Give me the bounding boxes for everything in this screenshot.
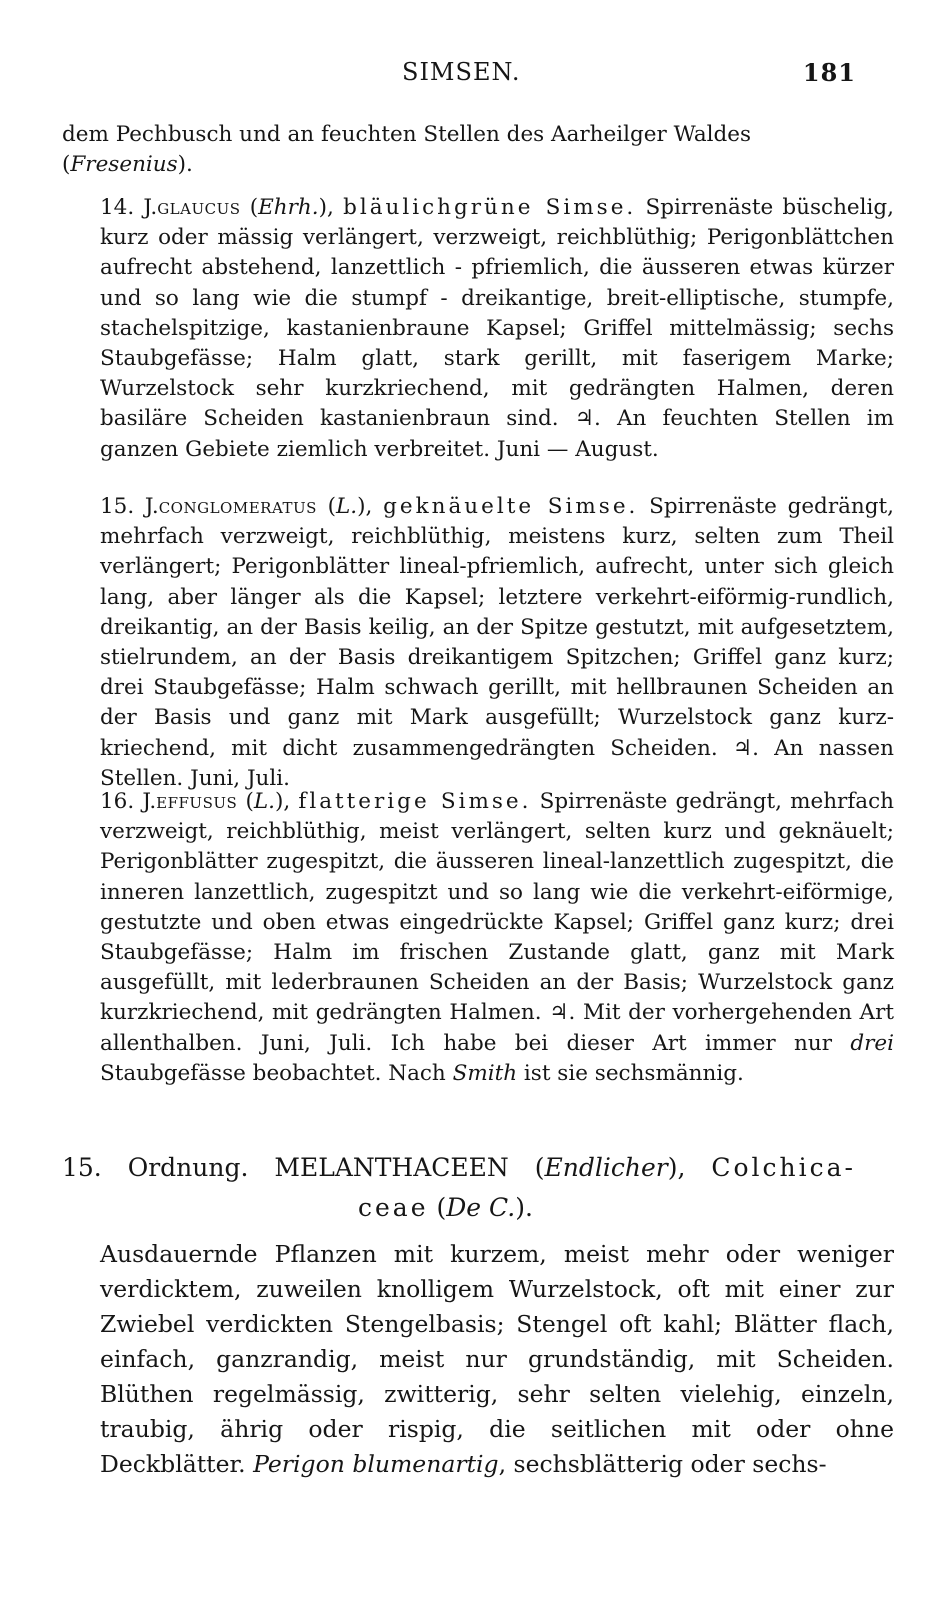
order-heading-line-1: 15. Ordnung. MELANTHACEEN (Endlicher), Colchica-: [62, 1153, 857, 1182]
species-number: 15. J.: [100, 494, 159, 519]
perigon-term: Perigon blumenartig: [253, 1450, 499, 1478]
order-heading-line-2: ceae (De C.).: [358, 1193, 533, 1222]
species-entry-16: 16. J.effusus (L.), flatterige Simse. Spirrenäste gedrängt, mehrfach verzweigt, reichblüthig, meist verlängert, selten kurz und geknäuelt; Perigonblätter zugespitzt, die äusseren lineal-lanzettlich zugespitzt, die inneren lanzettlich, zugespitzt und so lang wie die verkehrt-eiförmige, gestutzte und oben etwas eingedrückte Kapsel; Griffel ganz kurz; drei Staubgefässe; Halm im frischen Zustande glatt, ganz mit Mark ausgefüllt, mit lederbraunen Scheiden an der Basis; Wurzelstock ganz kurzkriechend, mit gedrängten Halmen. ♃. Mit der vorhergehenden Art allenthalben. Juni, Juli. Ich habe bei dieser Art immer nur drei Staubgefässe beobachtet. Nach Smith ist sie sechsmännig.: [100, 789, 895, 1086]
page-number: 181: [802, 58, 856, 87]
species-entry-14: 14. J.glaucus (Ehrh.), bläulichgrüne Simse. Spirrenäste büschelig, kurz oder mässig verlängert, verzweigt, reichblüthig; Perigonblättchen aufrecht abstehend, lanzettlich - pfriemlich, die äusseren etwas kürzer und so lang wie die stumpf - dreikantige, breit-elliptische, stumpfe, stachelspitzige, kastanienbraune Kapsel; Griffel mittelmässig; sechs Staubgefässe; Halm glatt, stark gerillt, mit faserigem Marke; Wurzelstock sehr kurzkriechend, mit gedrängten Halmen, deren basiläre Scheiden kastanienbraun sind. ♃. An feuchten Stellen im ganzen Gebiete ziemlich verbreitet. Juni — August.: [100, 195, 894, 462]
family-alt-name: Colchica-: [711, 1153, 857, 1182]
paragraph-continuation: dem Pechbusch und an feuchten Stellen des Aarheilger Waldes (Fresenius).: [62, 122, 752, 178]
running-title: SIMSEN.: [402, 58, 521, 86]
common-name: flatterige Simse.: [298, 789, 532, 814]
species-description: Spirrenäste gedrängt, mehrfach verzweigt, reichblüthig, meistens kurz, selten zum Theil verlängert; Perigonblätter lineal-pfriemlich, aufrecht, unter sich gleich lang, aber länger als die Kapsel; letztere verkehrt-eiförmig-rundlich, dreikantig, an der Basis keilig, an der Spitze gestutzt, mit aufgesetztem, stielrundem, an der Basis dreikantigem Spitzchen; Griffel ganz kurz; drei Staubgefässe; Halm schwach gerillt, mit hellbraunen Scheiden an der Basis und ganz mit Mark ausgefüllt; Wurzelstock ganz kurz-kriechend, mit dicht zusammengedrängten Scheiden. ♃. An nassen Stellen. Juni, Juli.: [100, 494, 894, 791]
species-description: Spirrenäste büschelig, kurz oder mässig verlängert, verzweigt, reichblüthig; Perigonblättchen aufrecht abstehend, lanzettlich - pfriemlich, die äusseren etwas kürzer und so lang wie die stumpf - dreikantige, breit-elliptische, stumpfe, stachelspitzige, kastanienbraune Kapsel; Griffel mittelmässig; sechs Staubgefässe; Halm glatt, stark gerillt, mit faserigem Marke; Wurzelstock sehr kurzkriechend, mit gedrängten Halmen, deren basiläre Scheiden kastanienbraun sind. ♃. An feuchten Stellen im ganzen Gebiete ziemlich verbreitet. Juni — August.: [100, 195, 894, 462]
species-author: L.: [336, 494, 358, 519]
emphasis-drei: drei: [850, 1030, 894, 1056]
common-name: geknäuelte Simse.: [383, 494, 639, 519]
running-header: [62, 58, 856, 94]
family-description: Ausdauernde Pflanzen mit kurzem, meist mehr oder weniger verdicktem, zuweilen knolligem Wurzelstock, oft mit einer zur Zwiebel verdickten Stengelbasis; Stengel oft kahl; Blätter flach, einfach, ganzrandig, meist nur grundständig, mit Scheiden. Blüthen regelmässig, zwitterig, sehr selten vielehig, einzeln, traubig, ährig oder rispig, die seitlichen mit oder ohne Deckblätter. Perigon blumenartig, sechsblätterig oder sechs-: [100, 1240, 894, 1478]
description-text: Ausdauernde Pflanzen mit kurzem, meist mehr oder weniger verdicktem, zuweilen knolligem Wurzelstock, oft mit einer zur Zwiebel verdickten Stengelbasis; Stengel oft kahl; Blätter flach, einfach, ganzrandig, meist nur grundständig, mit Scheiden. Blüthen regelmässig, zwitterig, sehr selten vielehig, einzeln, traubig, ährig oder rispig, die seitlichen mit oder ohne Deckblätter.: [100, 1240, 894, 1478]
emphasis-smith: Smith: [452, 1060, 518, 1086]
species-number: 16. J.: [100, 789, 157, 814]
species-name: glaucus: [157, 195, 241, 220]
species-number: 14. J.: [100, 195, 158, 220]
family-alt-author: De C.: [446, 1193, 516, 1222]
species-entry-15: 15. J.conglomeratus (L.), geknäuelte Simse. Spirrenäste gedrängt, mehrfach verzweigt, reichblüthig, meistens kurz, selten zum Theil verlängert; Perigonblätter lineal-pfriemlich, aufrecht, unter sich gleich lang, aber länger als die Kapsel; letztere verkehrt-eiförmig-rundlich, dreikantig, an der Basis keilig, an der Spitze gestutzt, mit aufgesetztem, stielrundem, an der Basis dreikantigem Spitzchen; Griffel ganz kurz; drei Staubgefässe; Halm schwach gerillt, mit hellbraunen Scheiden an der Basis und ganz mit Mark ausgefüllt; Wurzelstock ganz kurz-kriechend, mit dicht zusammengedrängten Scheiden. ♃. An nassen Stellen. Juni, Juli.: [100, 494, 894, 791]
order-heading: [62, 1148, 856, 1228]
continuation-text: dem Pechbusch und an feuchten Stellen des Aarheilger Waldes: [62, 122, 752, 147]
species-author: L.: [253, 789, 275, 814]
family-name: MELANTHACEEN: [274, 1153, 509, 1182]
common-name: bläulichgrüne Simse.: [343, 195, 637, 220]
species-name: effusus: [156, 789, 238, 814]
species-name: conglomeratus: [158, 494, 317, 519]
species-author: Ehrh.: [258, 195, 319, 220]
family-author: Endlicher: [544, 1153, 668, 1182]
author-citation: Fresenius: [70, 152, 178, 178]
species-description: Spirrenäste gedrängt, mehrfach verzweigt, reichblüthig, meist verlängert, selten kurz und geknäuelt; Perigonblätter zugespitzt, die äusseren lineal-lanzettlich zugespitzt, die inneren lanzettlich, zugespitzt und so lang wie die verkehrt-eiförmige, gestutzte und oben etwas eingedrückte Kapsel; Griffel ganz kurz; drei Staubgefässe; Halm im frischen Zustande glatt, ganz mit Mark ausgefüllt, mit lederbraunen Scheiden an der Basis; Wurzelstock ganz kurzkriechend, mit gedrängten Halmen. ♃. Mit der vorhergehenden Art allenthalben. Juni, Juli. Ich habe bei dieser Art immer nur: [100, 789, 895, 1056]
